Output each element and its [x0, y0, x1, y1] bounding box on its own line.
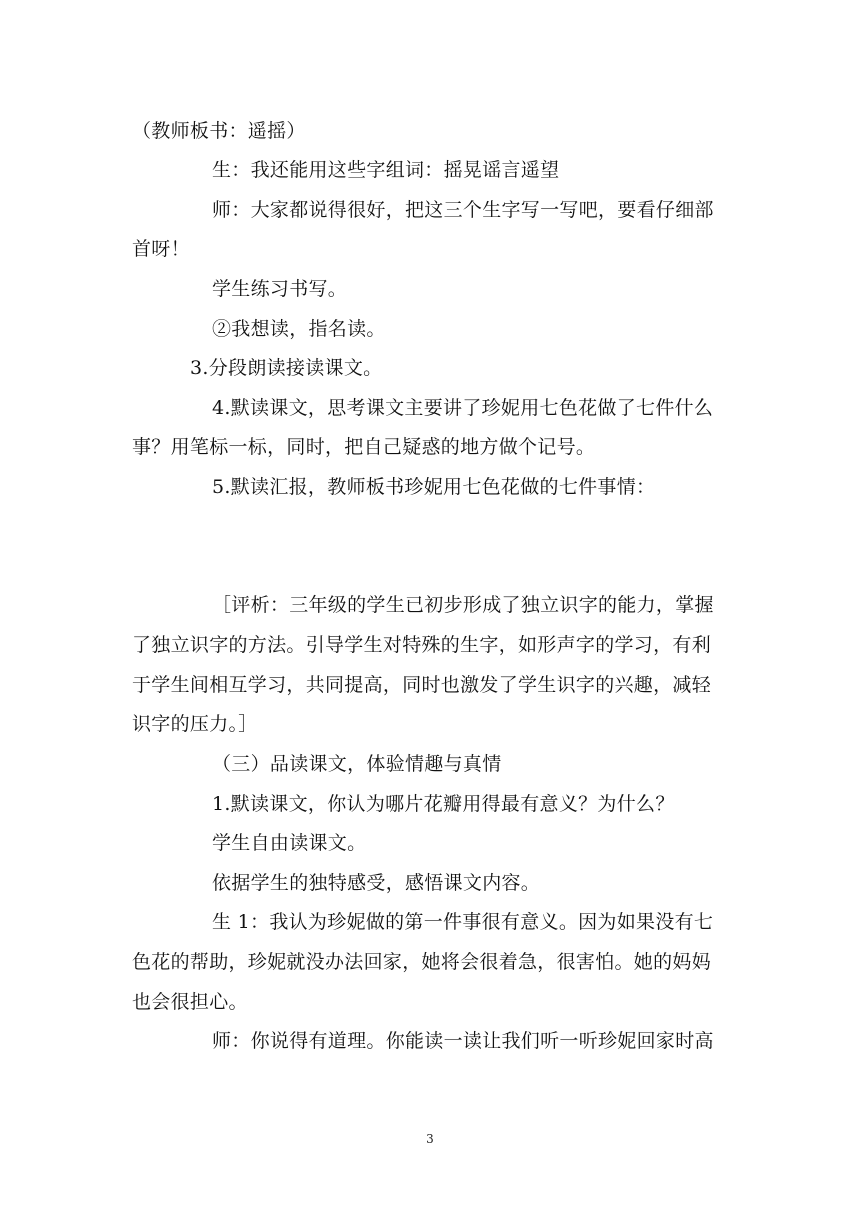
text-line: 于学生间相互学习，共同提高，同时也激发了学生识字的兴趣，减轻	[132, 674, 712, 696]
text-line: 学生自由读课文。	[212, 832, 367, 854]
text-line: 首呀！	[132, 238, 190, 260]
text-line: 1.默读课文，你认为哪片花瓣用得最有意义？为什么？	[212, 793, 675, 815]
page-number: 3	[426, 1132, 434, 1146]
text-line: 5.默读汇报，教师板书珍妮用七色花做的七件事情：	[212, 476, 656, 498]
text-line: 4.默读课文，思考课文主要讲了珍妮用七色花做了七件什么	[212, 397, 714, 419]
text-line: 师：你说得有道理。你能读一读让我们听一听珍妮回家时高	[212, 1030, 714, 1052]
text-line: 学生练习书写。	[212, 278, 348, 300]
text-line: 依据学生的独特感受，感悟课文内容。	[212, 872, 541, 894]
text-line: 生 1：我认为珍妮做的第一件事很有意义。因为如果没有七	[212, 911, 714, 933]
text-line: （三）品读课文，体验情趣与真情	[212, 753, 502, 775]
text-line: ②我想读，指名读。	[212, 318, 386, 340]
text-line: ［评析：三年级的学生已初步形成了独立识字的能力，掌握	[212, 594, 714, 616]
text-line: 识字的压力。］	[132, 713, 258, 735]
text-line: 生：我还能用这些字组词：摇晃谣言遥望	[212, 159, 560, 181]
text-line: 3.分段朗读接读课文。	[190, 357, 383, 379]
text-line: 师：大家都说得很好，把这三个生字写一写吧，要看仔细部	[212, 199, 714, 221]
text-line: 了独立识字的方法。引导学生对特殊的生字，如形声字的学习，有利	[132, 634, 712, 656]
text-line: （教师板书：遥摇）	[132, 120, 306, 142]
text-line: 也会很担心。	[132, 991, 248, 1013]
text-line: 事？用笔标一标，同时，把自己疑惑的地方做个记号。	[132, 436, 596, 458]
text-line: 色花的帮助，珍妮就没办法回家，她将会很着急，很害怕。她的妈妈	[132, 951, 712, 973]
